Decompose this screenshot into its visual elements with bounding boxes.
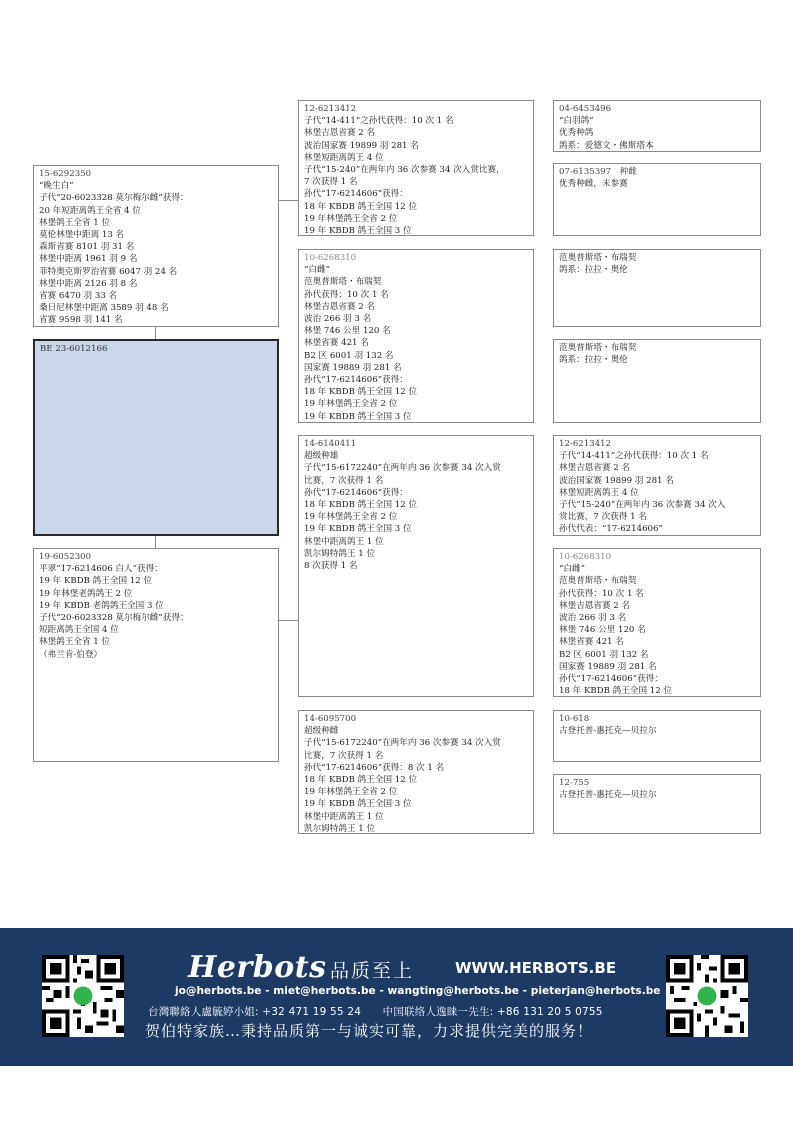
dss-ring: 12-6213412 — [559, 439, 612, 449]
pedigree-line: 林堡短距离鸽王 4 位 — [559, 487, 639, 498]
pedigree-line: 孙代“17-6214606”获得： — [559, 674, 663, 685]
dam-box — [33, 548, 279, 762]
sire-lines — [39, 180, 273, 326]
dam-dam-ring: 14-6095700 — [304, 714, 357, 724]
pedigree-line: 桑日尼林堡中距离 3589 羽 48 名 — [39, 303, 169, 314]
pedigree-line: 林堡省赛 421 名 — [304, 338, 369, 349]
dsd-ring: 10-6268310 — [559, 552, 612, 562]
sire-sire-lines — [304, 115, 528, 237]
pedigree-line: 孙代“17-6214606”获得： — [304, 189, 408, 200]
sire-sire-ring: 12-6213412 — [304, 104, 357, 114]
dam-ring: 19-6052300 — [39, 552, 92, 562]
pedigree-line: 19 年 KBDB 鸽王全国 3 位 — [304, 226, 412, 237]
pedigree-line: 优秀种鸽 — [559, 128, 594, 139]
sds-lines — [559, 252, 755, 276]
pedigree-line: 优秀种雌，未参赛 — [559, 179, 628, 190]
dam-dam-box — [298, 710, 534, 834]
pedigree-line: 范奥普斯塔・布瑞契 — [559, 253, 637, 263]
pedigree-line: 省赛 6470 羽 33 名 — [39, 291, 118, 302]
pedigree-line: 孙代“17-6214606”获得：8 次 1 名 — [304, 762, 445, 773]
pedigree-line: 鸽系：拉拉・奥伦 — [559, 355, 628, 366]
pedigree-line: 18 年 KBDB 鸽王全国 12 位 — [559, 686, 673, 697]
ssd-ring: 07-6135397 种雌 — [559, 167, 637, 177]
dds-ring: 10-618 — [559, 714, 590, 724]
dds-box — [553, 710, 761, 762]
pedigree-line: 子代“15-240”在两年内 36 次参赛 34 次入赏比赛， — [304, 165, 505, 176]
pedigree-line: 省赛 9598 羽 141 名 — [39, 315, 123, 326]
connector-dam-ds — [278, 620, 298, 621]
pedigree-line: 林堡鸽王全省 1 位 — [39, 637, 111, 648]
taiwan-contact: 台灣聯絡人盧毓婷小姐: +32 471 19 55 24 — [148, 1006, 362, 1018]
pedigree-line: 林堡短距离鸽王 4 位 — [304, 152, 384, 163]
pedigree-line: 18 年 KBDB 鸽王全国 12 位 — [304, 775, 418, 786]
pedigree-line: 18 年 KBDB 鸽王全国 12 位 — [304, 201, 418, 212]
mission-statement: 贺伯特家族…秉持品质第一与诚实可靠，力求提供完美的服务！ — [145, 1022, 594, 1040]
main-bird-box — [33, 339, 279, 536]
dss-box — [553, 435, 761, 536]
pedigree-line: 范奥普斯塔・布瑞契 — [304, 277, 382, 288]
wechat-qr-icon — [666, 955, 748, 1037]
pedigree-line: 超级种雄 — [304, 451, 339, 462]
pedigree-line: 莫伦林堡中距离 13 名 — [39, 230, 125, 241]
pedigree-line: 林堡中距离鸽王 1 位 — [304, 811, 384, 822]
pedigree-line: 平翠“17-6214606 白人”获得： — [39, 564, 163, 575]
pedigree-line: 子代“15-240”在两年内 36 次参赛 34 次入 — [559, 500, 726, 511]
connector-sire-main — [155, 326, 156, 340]
pedigree-line: 子代“20-6023328 莫尔梅尔雌”获得： — [39, 193, 189, 204]
dam-sire-lines — [304, 450, 528, 572]
pedigree-line: 林堡省赛 421 名 — [559, 637, 624, 648]
sire-dam-ring: 10-6268310 — [304, 253, 357, 263]
pedigree-line: 19 年 KBDB 鸽王全国 3 位 — [304, 411, 412, 422]
pedigree-line: 赏比赛，7 次获得 1 名 — [559, 512, 647, 523]
pedigree-line: 古登托普-惠托克—贝拉尔 — [559, 726, 657, 737]
pedigree-line: 18 年 KBDB 鸽王全国 12 位 — [304, 500, 418, 511]
pedigree-line: 19 年林堡鸽王全省 2 位 — [304, 399, 398, 410]
website-link[interactable]: WWW.HERBOTS.BE — [455, 959, 617, 977]
sire-dam-box — [298, 249, 534, 423]
pedigree-line: 国家赛 19889 羽 281 名 — [304, 362, 402, 373]
phone-contacts — [148, 1004, 621, 1019]
ddd-box — [553, 774, 761, 834]
pedigree-line: 子代“15-6172240”在两年内 36 次参赛 34 次入赏 — [304, 738, 501, 749]
pedigree-line: 比赛，7 次获得 1 名 — [304, 475, 384, 486]
pedigree-line: 林堡 746 公里 120 名 — [304, 326, 391, 337]
pedigree-line: 子代“14-411”之孙代获得：10 次 1 名 — [304, 116, 454, 127]
pedigree-line: 古登托普-惠托克—贝拉尔 — [559, 790, 657, 801]
sss-box — [553, 100, 761, 152]
main-bird-ring: BE 23-6012166 — [40, 344, 108, 354]
pedigree-line: 19 年林堡老鸽鸽王 2 位 — [39, 588, 133, 599]
sdd-lines — [559, 342, 755, 366]
pedigree-line: 波治 266 羽 3 名 — [559, 613, 627, 624]
pedigree-line: 鸽系：拉拉・奥伦 — [559, 265, 628, 276]
dam-lines — [39, 563, 273, 661]
sire-box — [33, 165, 279, 327]
connector-main-dam — [155, 535, 156, 548]
pedigree-line: 孙代获得：10 次 1 名 — [559, 588, 644, 599]
pedigree-line: 范奥普斯塔・布瑞契 — [559, 343, 637, 353]
dam-dam-lines — [304, 725, 528, 835]
sss-lines — [559, 115, 755, 152]
pedigree-line: 波治国家赛 19899 羽 281 名 — [559, 475, 674, 486]
pedigree-line: 孙代代表：“17-6214606” — [559, 524, 663, 535]
pedigree-line: 森斯省赛 8101 羽 31 名 — [39, 242, 135, 253]
pedigree-line: 短距离鸽王全国 4 位 — [39, 625, 119, 636]
pedigree-line: 波治 266 羽 3 名 — [304, 314, 372, 325]
china-contact: 中国联络人逸睐一先生: +86 131 20 5 0755 — [382, 1006, 603, 1018]
pedigree-line: 8 次获得 1 名 — [304, 561, 358, 572]
brand-slogan: 品质至上 — [330, 960, 415, 982]
pedigree-line: 19 年 KBDB 鸽王全国 12 位 — [39, 576, 153, 587]
pedigree-line: 林堡 746 公里 120 名 — [559, 625, 646, 636]
sss-ring: 04-6453496 — [559, 104, 612, 114]
pedigree-line: 林堡中距离鸽王 1 位 — [304, 536, 384, 547]
pedigree-line: 林堡吉恩省赛 2 名 — [304, 301, 376, 312]
qr-right[interactable] — [666, 955, 748, 1037]
dsd-box — [553, 548, 761, 697]
sdd-box — [553, 339, 761, 423]
pedigree-line: 鸽系：爱德文・佛斯塔本 — [559, 140, 654, 151]
pedigree-line: 林堡中距离 2126 羽 8 名 — [39, 278, 138, 289]
brand-logo: Herbots — [188, 950, 327, 985]
pedigree-line: 波治国家赛 19899 羽 281 名 — [304, 140, 419, 151]
pedigree-line: 7 次获得 1 名 — [304, 177, 358, 188]
dss-lines — [559, 450, 755, 535]
ssd-box — [553, 163, 761, 236]
pedigree-line: 18 年 KBDB 鸽王全国 12 位 — [304, 387, 418, 398]
pedigree-line: 林堡中距离 1961 羽 9 名 — [39, 254, 138, 265]
dds-lines — [559, 725, 755, 737]
email-contacts[interactable]: jo@herbots.be - miet@herbots.be - wangting@herbots.be - pieterjan@herbots.be — [175, 985, 661, 997]
pedigree-line: 19 年林堡鸽王全省 2 位 — [304, 787, 398, 798]
pedigree-line: “晚生白” — [39, 181, 74, 192]
qr-left[interactable] — [42, 955, 124, 1037]
wechat-qr-icon — [42, 955, 124, 1037]
pedigree-line: 范奥普斯塔・布瑞契 — [559, 576, 637, 587]
ddd-ring: 12-755 — [559, 778, 590, 788]
pedigree-line: 孙代“17-6214606”获得： — [304, 487, 408, 498]
pedigree-line: 菲特奥克斯罗治省赛 6047 羽 24 名 — [39, 266, 178, 277]
pedigree-line: 凯尔姆特鸽王 1 位 — [304, 548, 376, 559]
connector-sire-ss — [278, 200, 298, 201]
pedigree-line: 19 年 KBDB 鸽王全国 3 位 — [304, 524, 412, 535]
ssd-lines — [559, 178, 755, 190]
pedigree-line: 19 年 KBDB 鸽王全国 3 位 — [304, 799, 412, 810]
pedigree-line: “白羽鸽” — [559, 116, 594, 127]
pedigree-line: 19 年林堡鸽王全省 2 位 — [304, 213, 398, 224]
pedigree-line: B2 区 6001 羽 132 名 — [559, 649, 649, 660]
pedigree-line: “白雌” — [559, 564, 585, 575]
pedigree-line: 19 年 KBDB 老鸽鸽王全国 3 位 — [39, 600, 164, 611]
pedigree-line: 凯尔姆特鸽王 1 位 — [304, 823, 376, 834]
dam-sire-box — [298, 435, 534, 697]
pedigree-line: “白雌” — [304, 265, 330, 276]
pedigree-line: 国家赛 19889 羽 281 名 — [559, 661, 657, 672]
pedigree-line: （弗兰肯-伯登） — [39, 649, 103, 660]
pedigree-line: 孙代“17-6214606”获得： — [304, 375, 408, 386]
pedigree-line: 林堡吉恩省赛 2 名 — [559, 600, 631, 611]
pedigree-line: 林堡鸽王全省 1 位 — [39, 217, 111, 228]
sire-sire-box — [298, 100, 534, 236]
dam-sire-ring: 14-6140411 — [304, 439, 357, 449]
pedigree-line: 比赛，7 次获得 1 名 — [304, 750, 384, 761]
sire-dam-lines — [304, 264, 528, 423]
sds-box — [553, 249, 761, 327]
pedigree-line: 19 年林堡鸽王全省 2 位 — [304, 512, 398, 523]
sire-ring: 15-6292350 — [39, 169, 92, 179]
pedigree-line: 子代“14-411”之孙代获得：10 次 1 名 — [559, 451, 709, 462]
dsd-lines — [559, 563, 755, 697]
pedigree-line: 超级种雌 — [304, 726, 339, 737]
pedigree-line: 孙代获得：10 次 1 名 — [304, 289, 389, 300]
pedigree-line: 林堡吉恩省赛 2 名 — [559, 463, 631, 474]
pedigree-line: 子代“20-6023328 莫尔梅尔雌”获得： — [39, 613, 189, 624]
ddd-lines — [559, 789, 755, 801]
pedigree-line: B2 区 6001 羽 132 名 — [304, 350, 394, 361]
pedigree-line: 20 年短距离鸽王全省 4 位 — [39, 205, 141, 216]
pedigree-line: 林堡吉恩省赛 2 名 — [304, 128, 376, 139]
pedigree-line: 子代“15-6172240”在两年内 36 次参赛 34 次入赏 — [304, 463, 501, 474]
